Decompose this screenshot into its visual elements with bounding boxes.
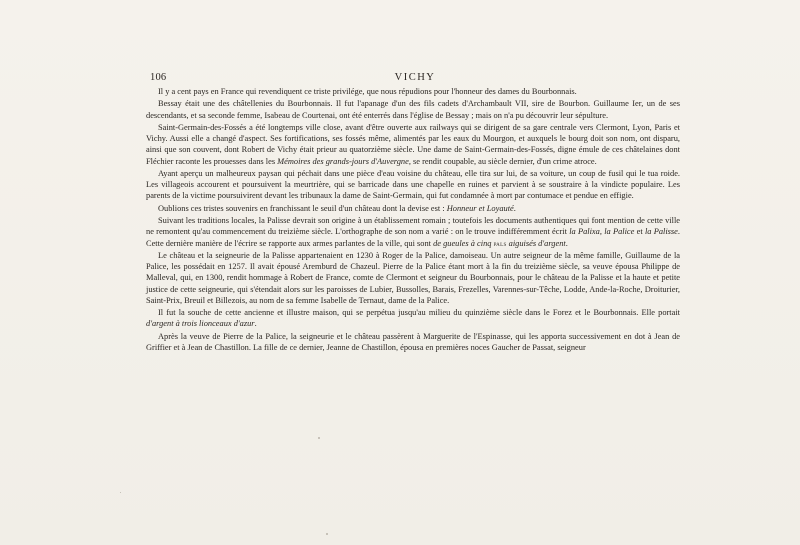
italic-text: Honneur et Loyauté <box>446 203 514 213</box>
text-run: Suivant les traditions locales, la Palisse devrait son origine à un établissement romain ; toutefois les documents authentiques qui font mention de cette ville ne remontent qu'au commencement du treizième siècle. L'orthographe de son nom a varié : on le trouve indifféremment écrit <box>146 216 680 237</box>
text-run: Le château et la seigneurie de la Palisse appartenaient en 1230 à Roger de la Palice, damoiseau. Un autre seigneur de la même famille, Guillaume de la Palice, les possédait en 1257. Il avait épousé Aremburd de Chazeul. Pierre de la Palice étant mort à la fin du treizième siècle, sa veuve épousa Philippe de Malleval, qui, en 1300, rendit hommage à Robert de France, comte de Clermont et seigneur du Bourbonnais, pour le château de la Palisse et la haute et petite justice de cette seigneurie, qui s'étendait alors sur les paroisses de Lubier, Bussolles, Barais, Frezelles, Varennes-sur-Têche, Lodde, Ande-la-Roche, Droiturier, Saint-Prix, Breuil et Billezois, au nom de sa femme Isabelle de Ternaut, dame de la Palice. <box>146 250 680 305</box>
body-text <box>146 86 680 353</box>
paragraph <box>146 331 680 353</box>
text-run: . Cette dernière manière de l'écrire se rapporte aux armes parlantes de la ville, qui sont <box>146 227 680 248</box>
italic-text: Mémoires des grands-jours d'Auvergne <box>277 156 409 166</box>
page-number: 106 <box>150 72 167 83</box>
text-run: Ayant aperçu un malheureux paysan qui péchait dans une pièce d'eau voisine du château, elle tira sur lui, de sa voiture, un coup de fusil qui le tua roide. Les villageois accourent et poursuivent la meurtrière, qui se barricade dans une chapelle en ruines et parvient à se soustraire à la vindicte populaire. Les parents de la victime poursuivirent devant les tribunaux la dame de Saint-Germain, qui fut condamnée à mort par contumace et pendue en effigie. <box>146 168 680 201</box>
paragraph <box>146 122 680 167</box>
text-run: Il y a cent pays en France qui revendiquent ce triste privilége, que nous répudions pour l'honneur des dames du Bourbonnais. <box>158 87 577 96</box>
text-run: . <box>565 238 568 248</box>
page-header <box>150 72 680 86</box>
paragraph <box>146 168 680 202</box>
text-run: et <box>634 227 645 237</box>
text-run: , <box>599 227 605 237</box>
paragraph <box>146 307 680 329</box>
paragraph <box>146 203 680 214</box>
paper-speck <box>326 533 328 535</box>
italic-text: la Palixa <box>569 227 600 237</box>
paragraph <box>146 250 680 306</box>
italic-text: d'argent à trois lionceaux d'azur <box>146 319 255 329</box>
text-run: . <box>513 203 516 213</box>
italic-text: la Palisse <box>644 227 678 237</box>
text-run: Il fut la souche de cette ancienne et illustre maison, qui se perpétua jusqu'au milieu du quinzième siècle dans le Forez et le Bourbonnais. Elle portait <box>158 308 680 318</box>
paragraph <box>146 98 680 120</box>
paragraph <box>146 86 680 97</box>
paragraph <box>146 215 680 249</box>
paper-speck <box>120 492 121 493</box>
italic-text: aiguisés d'argent <box>508 238 566 248</box>
text-run: . <box>254 319 257 329</box>
small-caps-text: pals <box>493 238 507 248</box>
text-run: Saint-Germain-des-Fossés a été longtemps ville close, avant d'être ouverte aux railways qui se dirigent de sa gare centrale vers Clermont, Lyon, Paris et Vichy. Aussi elle a changé d'aspect. Ses fortifications, ses fossés même, alimentés par les eaux du Mourgon, et auxquels le bourg doit son nom, ont disparu, ainsi que son couvent, dont Robert de Vichy était prieur au quatorzième siècle. Une dame de Saint-Germain-des-Fossés, digne émule de ces châtelaines dont Fléchier raconte les prouesses dans les <box>146 122 680 166</box>
text-run: Oublions ces tristes souvenirs en franchissant le seuil d'un château dont la devise est : <box>158 203 447 213</box>
text-run: Après la veuve de Pierre de la Palice, la seigneurie et le château passèrent à Marguerite de l'Espinasse, qui les apporta successivement en dot à Jean de Griffier et à Jean de Chastillon. La fille de ce dernier, Jeanne de Chastillon, épousa en premières noces Gaucher de Passat, seigneur <box>146 331 680 352</box>
running-title: VICHY <box>394 72 436 83</box>
italic-text: la Palice <box>604 227 635 237</box>
text-run: Bessay était une des châtellenies du Bourbonnais. Il fut l'apanage d'un des fils cadets d'Archambault VII, sire de Bourbon. Guillaume Ier, un de ses descendants, et sa seconde femme, Isabeau de Courtenai, ont été enterrés dans l'église de Bessay ; mais on n'a pu découvrir leur sépulture. <box>146 99 680 120</box>
text-run: , se rendit coupable, au siècle dernier, d'un crime atroce. <box>408 156 597 166</box>
italic-text: de gueules à cinq <box>433 238 494 248</box>
paper-speck <box>318 437 320 439</box>
